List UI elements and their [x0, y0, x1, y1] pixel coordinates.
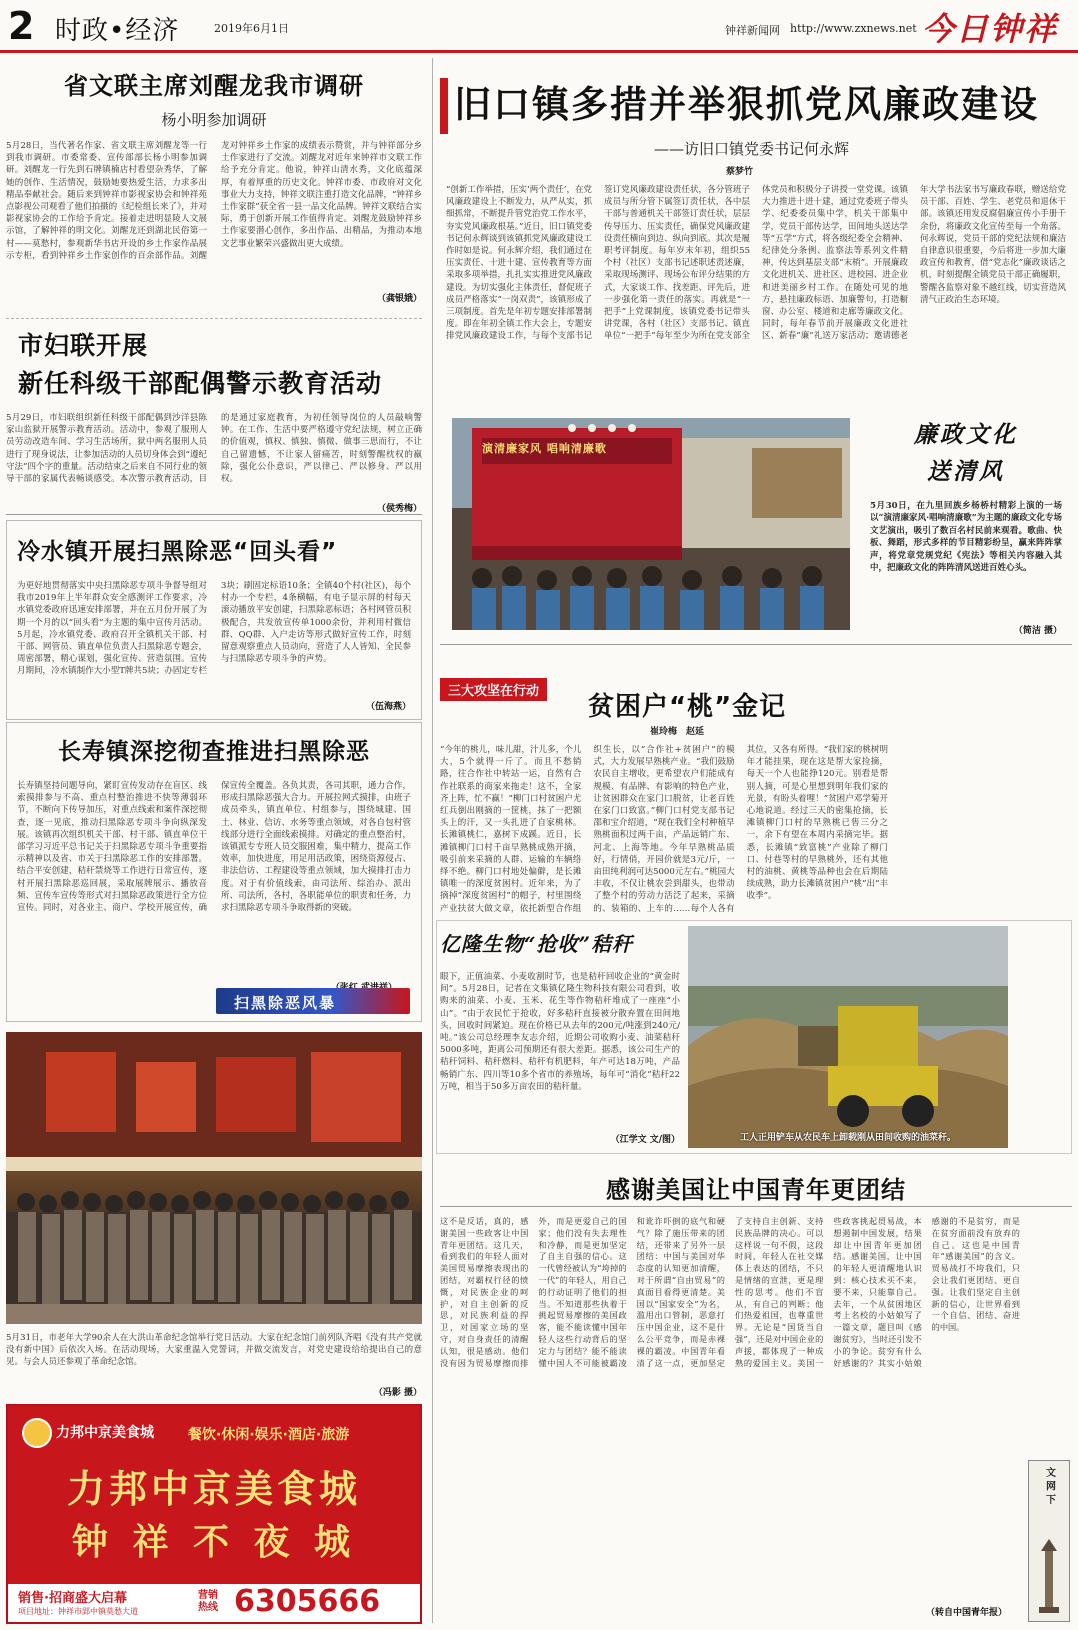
topic-tag: 三大攻坚在行动 [440, 678, 547, 701]
headline: 冷水镇开展扫黑除恶“回头看” [17, 539, 338, 565]
byline: （龚银娥） [376, 294, 422, 304]
photo-memorial-hall-graphic [6, 1032, 422, 1324]
ad-tags: 餐饮·休闲·娱乐·酒店·旅游 [188, 1427, 350, 1443]
header-rule [0, 50, 1078, 53]
headline: 亿隆生物“抢收”秸秆 [440, 932, 634, 956]
anti-crime-banner-image [216, 988, 410, 1014]
article-body: 长寿镇坚持问题导向，紧盯宣传发动存在盲区、线索摸排参与不高、重点村整治推进不快等薄弱环节，不断向下传导加压，对重点线索和案件深挖彻查，逐一见底，推动扫黑除恶专项斗争向纵深发展。该镇再次组织机关干部、村干部、镇直单位干部学习习近平总书记关于扫黑除恶专项斗争重要指示精神以及省、市关于扫黑除恶工作的安排部署。结合平安创建，秸秆禁烧等工作进行日常宣传，逐村开展扫黑除恶巡回展，采取展牌展示、播放音频、宣传车宣传等形式对扫黑除恶政策进行全方位宣传。同时，对各业主、商户、学校开展宣传，确保宣传全覆盖。各负其责，各司其职，通力合作，形成扫黑除恶强大合力。开展拉网式摸排，由班子成员牵头，镇直单位、村组参与，围绕城建、国土、林业、信访、水务等重点领域，对各自包村管线部分进行全面线索摸排。对确定的重点整治村，该镇派专专班人员交服困难，集中精力，提高工作效率，加快进度，用足用活政策，困绕资源侵占、非法信访、工程建设等重点领域，加大摸排打击力度。对于有价值线索，由司法所、综治办、派出所、司法所，各村，各职能单位的职责和任务，力求扫黑除恶专项斗争取得新的突破。 [17, 781, 411, 914]
headline-line1: 市妇联开展 [18, 331, 149, 360]
ad-logo-icon [22, 1418, 52, 1448]
side-badge [1028, 1460, 1070, 1622]
headline-rule [440, 1206, 1072, 1207]
article-pinkunhu-tao [440, 650, 1072, 920]
article-jiukou [440, 60, 1072, 412]
ad-hotline-label: 营销热线 [198, 1590, 218, 1613]
headline: 感谢美国让中国青年更团结 [606, 1176, 906, 1204]
headline-line2: 新任科级干部配偶警示教育活动 [18, 369, 383, 398]
headline-line2: 送清风 [927, 458, 1005, 485]
article-body: “今年的桃儿，味儿甜，汁儿多，个儿大，5个就得一斤了。而且不愁销路，往合作社中转站一运，自然有合作社联系的商家来拖走！这不，全家齐上阵，忙不赢！”柳门口村贫困户尤红兵倒出刚摘的一筐桃，抹了一把额头上的汗，又一头扎进了自家桃林。长滩镇桃仁，嘉树下成蹊。近日，长滩镇柳门口村千亩早熟桃成熟开摘，吸引前来采摘的人群、运输的车辆络绎不绝。柳门口村地处偏僻，是长滩镇唯一的深度贫困村。近年来，为了摘掉“深度贫困村”的帽子，村里围绕产业扶贫大做文章，依托新型合作组织生长，以“合作社+贫困户”的模式，大力发展早熟桃产业。“我们鼓励农民自主增收，更希望农户们能成有规模、有品牌、有影响的特色产业，让贫困群众在家门口脱贫，让老百姓在家门口致富。”柳门口村党支部书记邵和宝介绍道，“现在我们全村种植早熟桃面积过两千亩，产品远销广东、河北、上海等地。今年早熟桃品质好，行情俏，开园价就是3元/斤，一亩田纯利润可达5000元左右。”桃园大丰收，不仅让桃农尝到甜头，也带动了整个村的劳动力活泛了起来，采摘的、装箱的、上车的……每个人各有其位，又各有所得。“我们家的桃树明年才能挂果，现在这是帮大家捡摘，每天一个人也能挣120元。别看是帮别人摘，可是心里想到明年我们家的光景，有盼头着哩！”贫困户邓学菊开心地说道。经过三天的密集抢摘，长滩镇柳门口村的早熟桃已售三分之一，余下有望在本周内采摘完毕。据悉，长滩镇“致富桃”产业除了柳门口、付巷等村的早熟桃外，还有其他村的油桃、黄桃等品种也会在后期陆续成熟，助力长滩镇贫困户“桃”出“丰收季”。 [440, 745, 888, 914]
ad-hotline: 6305666 [234, 1584, 381, 1619]
article-body: “创新工作举措，压实‘两个责任’，在党风廉政建设上不断发力，从严从实，抓细抓常，不断提升管党治党工作水平，夯实党风廉政根基。”近日，旧口镇党委书记何永辉谈到该镇抓党风廉政建设工作时如是说。何永辉介绍，我们通过在压实责任、十进十建、宣传教育等方面采取多项举措，扎扎实实推进党风廉政建设。为切实强化主体责任，督促班子成员严格落实“一岗双责”，该镇形成了三项制度。首先是年初专题安排部署制度。即在年初全镇工作大会上，专题安排党风廉政建设工作，与每个支部书记签订党风廉政建设责任状，各分管班子成员与所分管下属签订责任状，各中层干部与普通机关干部签订责任状，层层传导压力、压实责任，确保党风廉政建设责任横向到边、纵向到底。其次是履职考评制度。每年岁末年初，组织55个村（社区）支部书记述职述责述廉，采取现场测评、现场公布评分结果的方式，大家谈工作、找差距、评先后，进一步强化第一责任的落实。再就是“一把手”上党课制度，该镇党委书记带头讲党课，各村（社区）支部书记、镇直单位“一把手”每年至少为所在党支部全体党员和积极分子讲授一堂党课。该镇大力推进十进十建，通过党委班子带头学、纪委委员集中学，机关干部集中学，党员干部传达学，田间地头送达学等“五学”方式，将各级纪委全会精神、纪律处分条例、监察法等系列文件精神，传达到基层支部“末梢”。开展廉政文化进机关、进社区、进校园、进企业和进美丽乡村工作。在随处可见的地方，悬挂廉政标语、加廉警句，打造橱窗、办公室、楼道和走廊等廉政文化。同时，每年春节前开展廉政文化进社区、新春“廉”礼送万家活动；邀请德老年大学书法家书写廉政春联，赠送给党员干部、百姓、学生、老党员和退休干部。该镇还用发反腐倡廉宣传小手册千余份，将廉政文化宣传至每一个角落。何永辉说，党员干部的党纪法规和廉洁自律意识很重要，今后将进一步加大廉政宣传和教育，借“党志化”廉政谈话之机，时刻提醒全镇党员干部正确履职，警醒各监察对象不越红线，切实营造风清气正政治生态环境。 [446, 185, 1066, 342]
site-url: http://www.zxnews.net [790, 22, 917, 35]
article-ganxie-meiguo [440, 1160, 1072, 1626]
photo-memorial-hall [6, 1032, 422, 1324]
advertisement [6, 1404, 422, 1624]
section-name: 时政•经济 [55, 16, 180, 46]
byline: （转自中国青年报） [926, 1608, 1008, 1618]
article-body: 为更好地贯彻落实中央扫黑除恶专项斗争督导组对我市2019年上半年群众安全感测评工作要求，冷水镇党委政府迅速安排部署，并在五月份开展了为期一个月的以“回头看”为主题的集中宣传月活动。5月起，冷水镇党委、政府召开全镇机关干部、村干部、网管员、镇直单位负责人扫黑除恶专题会，周密部署，精心谋划，强化宣传、营造氛围。宣传月期间，冷水镇制作大小型T牌共5块；办固定专栏3块；刷固定标语10条；全镇40个村(社区)，每个村办一个专栏，4条横幅，有电子显示屏的村每天滚动播放平安创建，扫黑除恶标语；各村网管员积极配合，共发放宣传单1000余份，并利用村微信群、QQ群、入户走访等形式做好宣传工作，时刻留意观察重点人员动向，营造了人人皆知、全民参与扫黑除恶专项斗争的声势。 [17, 581, 411, 677]
article-lengshui [6, 520, 422, 720]
article-fulian [6, 322, 422, 514]
section-divider [6, 318, 422, 319]
issue-date: 2019年6月1日 [214, 22, 289, 35]
side-badge-text: 文 网 下 [1043, 1467, 1055, 1504]
article-body: 5月29日，市妇联组织新任科级干部配偶到沙洋县陈家山监狱开展警示教育活动。活动中，参观了服刑人员劳动改造车间、学习生活场所，狱中两名服刑人员进行了现身说法，让参加活动的人员切身体会到“遵纪守法”四个字的重量。活动结束之后来自不同行业的领导干部的家属代表畅谈感受。本次警示教育活动，目的是通过家庭教育，为初任领导岗位的人员敲响警钟。在工作、生活中要严格遵守党纪法规，树立正确的价值观，慎权、慎独、慎微、做事三思而行，不让自己留遗憾，不让家人留痛苦，时刻警醒枕权的羸除，强化公仆意识，严以律己、严以修身、严以用权。 [6, 413, 422, 485]
site-name: 钟祥新闻网 [725, 24, 780, 37]
article-body: 5月30日，在九里回族乡杨桥村精彩上演的一场以“演清廉家风·唱响清廉歌”为主题的廉政文化专场文艺演出，吸引了数百名村民前来观看。歌曲、快板、舞蹈，形式多样的节目精彩纷呈，赢来阵阵掌声，将党章党规党纪《宪法》等相关内容融入其中，把廉政文化的阵阵清风送进百姓心头。 [870, 501, 1062, 574]
article-body: 这不是反话，真的，感谢美国一些政客让中国青年更团结。这几天，看到我们的年轻人面对美国贸易摩擦表现出的团结，对霸权行径的愤慨，对民族企业的呵护，对自主创新的反思，对民族利益的捍卫，对国家立场的坚守，对自身责任的清醒认知，很是感动。他们没有因为贸易摩擦而排外，而是更爱自己的国家；他们没有失去理性和冷静，而是更加坚定了自主自强的信心。这一代曾经被认为“垮掉的一代”的年轻人，用自己的行动证明了他们的担当。不知道那些执着于挑起贸易摩擦的美国政客，能不能读懂中国年轻人这些行动背后的坚定力与团结？能不能读懂中国人不可能被霸凌和讹诈吓倒的底气和硬气？除了施压带来的团结，还带来了另外一层团结：中国与美国对华态度的认知更加清醒，对于所谓“自由贸易”的真面目看得更清楚。美国以“国家安全”为名，滥用出口管制，恶意打压中国企业，这不是什么公平竞争，而是赤裸裸的霸凌。中国青年看清了这一点，更加坚定了支持自主创新、支持民族品牌的决心。可以这样说一句不假，这段时间，年轻人在社交媒体上表达的团结，不只是情绪的宣泄，更是理性的思考。他们不盲从，有自己的判断；他们热爱祖国，也尊重世界。无论是“国货当自强”，还是对中国企业的声援，都体现了一种成熟的爱国主义。美国一些政客挑起贸易战，本想遏制中国发展，结果却让中国青年更加团结。感谢美国，让中国的年轻人更清醒地认识到：核心技术买不来，要不来，只能靠自己。去年，一个从贫困地区考上名校的小姑娘写了一篇文章，题目叫《感谢贫穷》，当时还引发不小的争论。贫穷有什么好感谢的？其实小姑娘感谢的不是贫穷，而是在贫穷面前没有放弃的自己。这也是中国青年“感谢美国”的含义。贸易战打不垮我们，只会让我们更团结、更自强。让我们坚定自主创新的信心，让世界看到一个自信、团结、奋进的中国。 [440, 1216, 1020, 1368]
stage-banner-text: 演清廉家风 唱响清廉歌 [482, 442, 607, 455]
byline: （简洁 摄） [1013, 626, 1062, 636]
ad-slogan: 钟 祥 不 夜 城 [71, 1521, 357, 1563]
byline: （江学文 文/图） [610, 1135, 680, 1145]
article-lianzheng-wenhua [860, 414, 1072, 634]
article-body: 眼下，正值油菜、小麦收割时节，也是秸秆回收企业的“黄金时间”。5月28日，记者在文集镇亿隆生物科技有限公司看到，收购来的油菜、小麦、玉米、花生等作物秸秆堆成了一座座“小山”。“由于农民忙于抢收，好多秸秆直接被分散弃置在田间地头，回收时间紧迫。现在价格已从去年的200元/吨涨到240元/吨。”该公司总经理李友志介绍，近期公司收购小麦、油菜秸秆5000多吨，距离公司预期还有很大差距。据悉，该公司生产的秸秆饲料、秸秆燃料、秸秆有机肥料，年产可达18万吨，产品畅销广东、四川等10多个省市的养殖场，每年可“消化”秸秆22万吨，相当于50多万亩农田的秸秆量。 [440, 972, 680, 1092]
photo-caption: 5月31日，市老年大学90余人在大洪山革命纪念馆举行党日活动。大家在纪念馆门前列队齐唱《没有共产党就没有新中国》后依次入场。在活动现场，大家重温入党誓词，并做交流发言，对党史建设给给提出自己的意见。与会人员还参观了革命纪念馆。 [6, 1333, 422, 1368]
page-header [0, 0, 1078, 52]
section-divider [6, 514, 422, 515]
headline: 长寿镇深挖彻查推进扫黑除恶 [58, 739, 370, 765]
headline-line1: 廉政文化 [914, 421, 1018, 448]
authors: 崔玲梅 赵延 [650, 727, 705, 737]
article-wenlian [6, 60, 422, 312]
headline: 旧口镇多措并举狠抓党风廉政建设 [454, 83, 1039, 126]
section-frame [436, 920, 1072, 1154]
subheadline: ——访旧口镇党委书记何永辉 [654, 140, 850, 158]
tower-icon [1029, 1537, 1069, 1617]
ad-footer-address: 项目地址：钟祥市郢中镇莫愁大道 [18, 1607, 138, 1616]
ad-footer-bar [8, 1584, 420, 1622]
column-divider [432, 58, 433, 1623]
subheadline: 杨小明参加调研 [161, 111, 267, 129]
ad-brand: 力邦中京美食城 [56, 1425, 154, 1441]
article-body: 5月28日，当代著名作家、省文联主席刘醒龙等一行到我市调研。市委常委、宣传部部长杨小明参加调研。刘醒龙一行先到石牌镇楠店村看望杂秀华，了解她的创作、生活情况，鼓励她要热爱生活，力求多出精品奉献社会。随后来到钟祥市影视家协会和钟祥苑点影视公司观看了他们拍摄的《纪检组长来了》，并对影视家协会的工作给予肯定。接着走进明显陵人文展示馆，了解钟祥的明文化。刘醒龙还到湖北民俗第一村——莫愁村，参观新华书店开设的乡土作家作品展示专柜，看到钟祥乡土作家创作的百余部作品。刘醒龙对钟祥乡土作家的成绩表示赞赏，并与钟祥部分乡土作家进行了交流。刘醒龙对近年来钟祥市文联工作给予充分肯定。他说，钟祥山清水秀，文化底蕴深厚，有着厚重的历史文化。钟祥市委、市政府对文化事业大力支持，钟祥文联注重打造文化品牌，“钟祥乡土作家群”获全省一县一品文化品牌。钟祥文联结合实际，勇于创新开展工作值得肯定。刘醒龙鼓励钟祥乡土作家要潜心创作，多出作品、出精品，为推动本地文艺事业繁荣兴盛做出更大成绩。 [6, 141, 422, 261]
ad-footer-left: 销售·招商盛大启幕 [18, 1591, 127, 1606]
headline: 贫困户“桃”金记 [588, 692, 787, 722]
byline: （冯影 摄） [373, 1388, 422, 1398]
masthead-logo: 今日钟祥 [922, 10, 1059, 48]
byline: （伍海燕） [365, 702, 411, 712]
anti-crime-banner-text: 扫黑除恶风暴 [234, 994, 337, 1012]
photo-performance [452, 418, 850, 630]
article-changshou [6, 722, 422, 1022]
section-divider [440, 644, 1072, 645]
headline: 省文联主席刘醒龙我市调研 [64, 72, 364, 100]
page-number: 2 [8, 4, 35, 48]
article-body-main [440, 744, 888, 916]
photo-caption: 工人正用铲车从农民车上卸载刚从田间收购的油菜秆。 [739, 1133, 956, 1143]
title-accent-bar [440, 78, 448, 134]
ad-headline: 力邦中京美食城 [66, 1466, 361, 1511]
byline: （侯秀梅） [376, 504, 422, 514]
author: 蔡梦竹 [726, 167, 754, 177]
